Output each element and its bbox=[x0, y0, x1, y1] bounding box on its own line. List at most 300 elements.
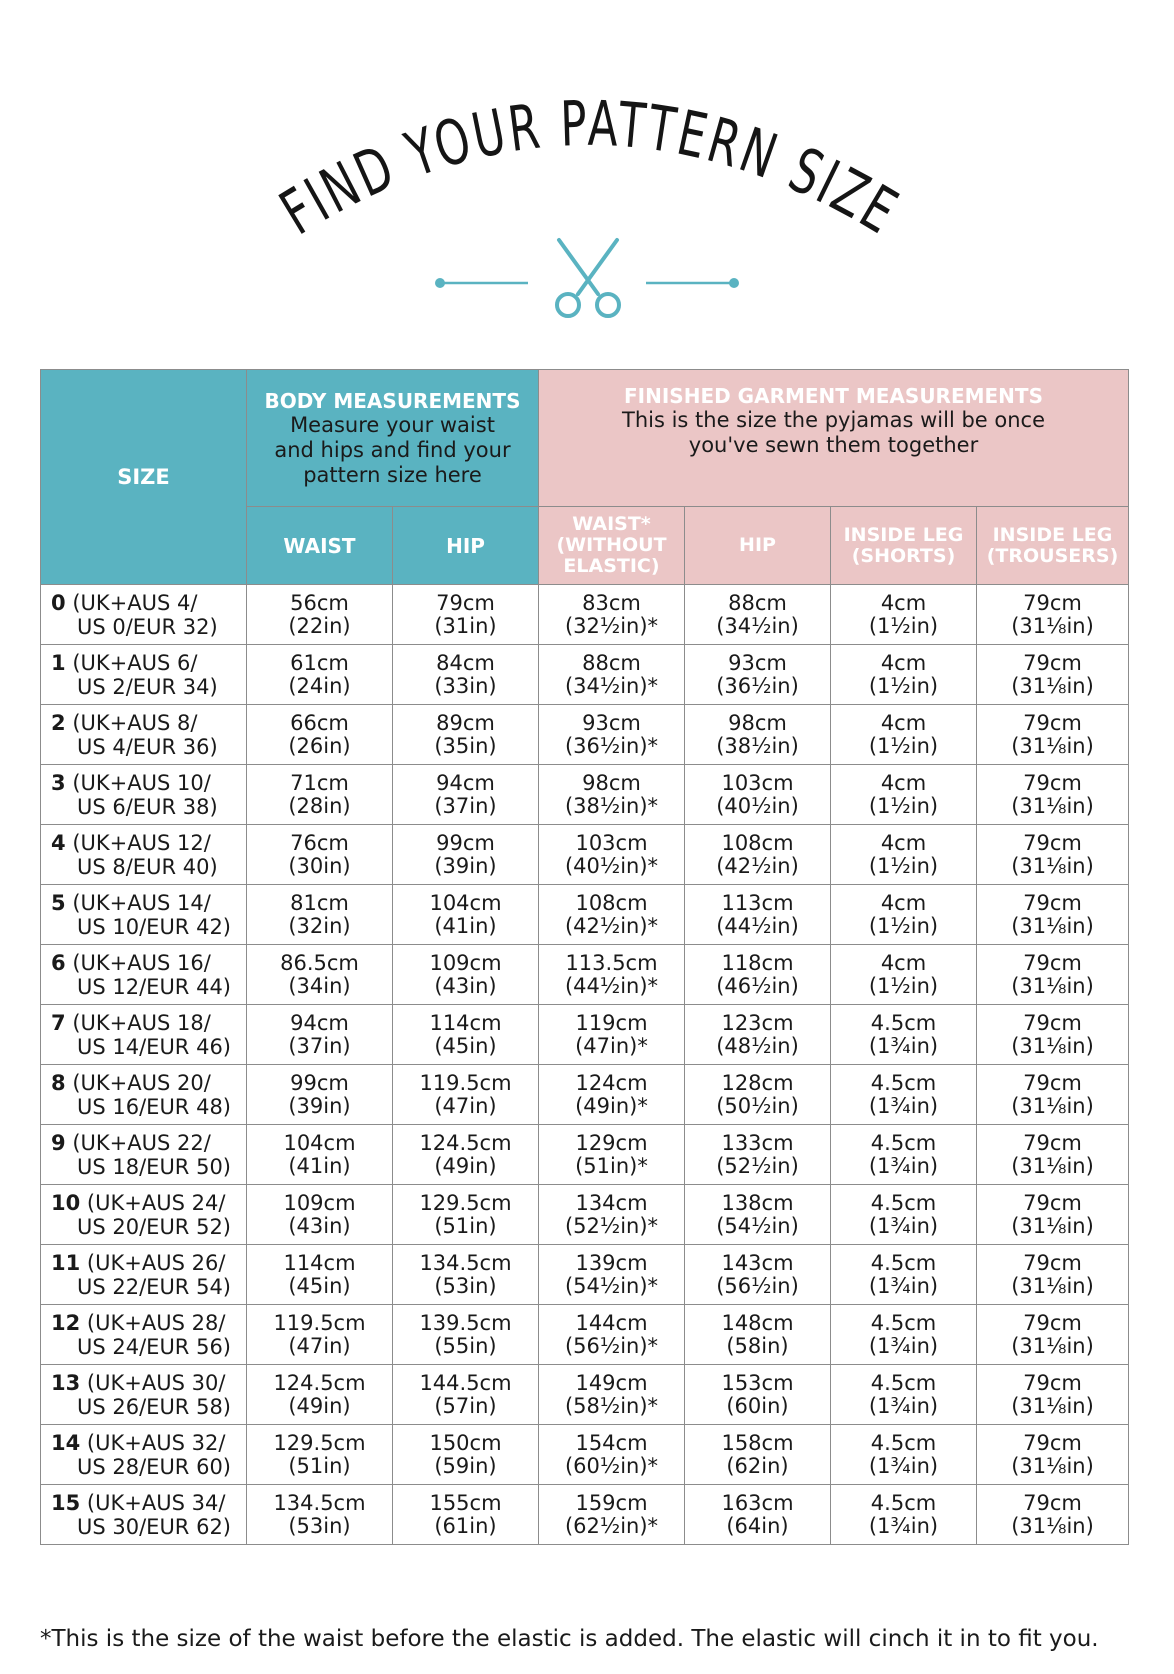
column-header-line: (SHORTS) bbox=[851, 544, 956, 567]
measurement-cm: 88cm bbox=[582, 650, 641, 675]
title-graphic bbox=[0, 0, 1174, 340]
measurement-cm: 4cm bbox=[880, 950, 927, 975]
measurement-cell bbox=[539, 945, 685, 1005]
measurement-cm: 94cm bbox=[290, 1010, 349, 1035]
size-cell bbox=[41, 885, 247, 945]
measurement-cell bbox=[685, 1485, 831, 1545]
measurement-cell bbox=[831, 825, 977, 885]
size-cell bbox=[41, 705, 247, 765]
size-equivalents: (UK+AUS 14/ bbox=[72, 890, 211, 915]
measurement-in: (42½in)* bbox=[564, 913, 659, 938]
size-equivalents: US 20/EUR 52) bbox=[77, 1214, 231, 1239]
measurement-cm: 154cm bbox=[575, 1430, 648, 1455]
measurement-cm: 124.5cm bbox=[273, 1370, 366, 1395]
column-header-line: (TROUSERS) bbox=[986, 544, 1119, 567]
size-equivalents: (UK+AUS 12/ bbox=[72, 830, 211, 855]
measurement-cm: 108cm bbox=[575, 890, 648, 915]
measurement-cell bbox=[247, 1485, 393, 1545]
measurement-in: (50½in) bbox=[716, 1093, 799, 1118]
measurement-cell bbox=[393, 1365, 539, 1425]
size-label-line1 bbox=[51, 591, 197, 615]
measurement-cell bbox=[539, 1365, 685, 1425]
measurement-cm: 79cm bbox=[436, 590, 495, 615]
measurement-in: (54½in) bbox=[716, 1213, 799, 1238]
size-equivalents: US 22/EUR 54) bbox=[77, 1274, 231, 1299]
column-header-line: WAIST bbox=[283, 533, 356, 558]
measurement-cm: 79cm bbox=[1023, 1070, 1082, 1095]
measurement-cell bbox=[539, 1125, 685, 1185]
measurement-in: (1¾in) bbox=[868, 1153, 939, 1178]
measurement-cell bbox=[539, 765, 685, 825]
size-equivalents: US 8/EUR 40) bbox=[77, 854, 218, 879]
measurement-cell bbox=[977, 825, 1129, 885]
measurement-in: (47in) bbox=[288, 1333, 351, 1358]
measurement-cm: 4.5cm bbox=[870, 1310, 937, 1335]
measurement-cm: 144cm bbox=[575, 1310, 648, 1335]
size-equivalents: US 28/EUR 60) bbox=[77, 1454, 231, 1479]
measurement-in: (51in)* bbox=[575, 1153, 648, 1178]
page-header bbox=[0, 0, 1174, 340]
measurement-in: (62in) bbox=[726, 1453, 789, 1478]
measurement-in: (31⅛in) bbox=[1011, 1273, 1094, 1298]
size-cell bbox=[41, 1065, 247, 1125]
measurement-cell bbox=[539, 1425, 685, 1485]
measurement-cm: 133cm bbox=[721, 1130, 794, 1155]
measurement-in: (47in) bbox=[434, 1093, 497, 1118]
measurement-in: (31⅛in) bbox=[1011, 973, 1094, 998]
size-number: 15 bbox=[51, 1490, 81, 1515]
measurement-cell bbox=[685, 1305, 831, 1365]
size-number: 12 bbox=[51, 1310, 81, 1335]
measurement-cell bbox=[393, 1485, 539, 1545]
measurement-cell bbox=[393, 1185, 539, 1245]
measurement-cell bbox=[247, 1065, 393, 1125]
size-number: 4 bbox=[51, 830, 66, 855]
size-cell bbox=[41, 585, 247, 645]
measurement-cell bbox=[977, 765, 1129, 825]
measurement-in: (58½in)* bbox=[564, 1393, 659, 1418]
measurement-cell bbox=[247, 765, 393, 825]
measurement-cell bbox=[393, 885, 539, 945]
measurement-in: (42½in) bbox=[716, 853, 799, 878]
measurement-in: (31⅛in) bbox=[1011, 1213, 1094, 1238]
measurement-cm: 114cm bbox=[283, 1250, 356, 1275]
measurement-cm: 79cm bbox=[1023, 1190, 1082, 1215]
measurement-cm: 4.5cm bbox=[870, 1490, 937, 1515]
size-number: 0 bbox=[51, 590, 66, 615]
page-title: FIND YOUR PATTERN SIZE bbox=[267, 86, 923, 256]
measurement-cell bbox=[831, 1365, 977, 1425]
size-equivalents: (UK+AUS 30/ bbox=[86, 1370, 226, 1395]
measurement-cm: 79cm bbox=[1023, 710, 1082, 735]
measurement-cell bbox=[685, 1425, 831, 1485]
measurement-cm: 144.5cm bbox=[419, 1370, 512, 1395]
measurement-in: (45in) bbox=[288, 1273, 351, 1298]
measurement-cell bbox=[831, 1425, 977, 1485]
column-header-line: INSIDE LEG bbox=[992, 523, 1113, 546]
table-row bbox=[41, 765, 1129, 825]
size-label-line1 bbox=[51, 1011, 211, 1035]
measurement-cell bbox=[247, 585, 393, 645]
column-header bbox=[831, 507, 977, 585]
measurement-cm: 159cm bbox=[575, 1490, 648, 1515]
measurement-in: (57in) bbox=[434, 1393, 497, 1418]
measurement-cm: 79cm bbox=[1023, 830, 1082, 855]
measurement-in: (53in) bbox=[434, 1273, 497, 1298]
measurement-cell bbox=[393, 1425, 539, 1485]
measurement-cm: 4.5cm bbox=[870, 1070, 937, 1095]
measurement-cell bbox=[685, 825, 831, 885]
measurement-cm: 4.5cm bbox=[870, 1250, 937, 1275]
measurement-in: (1½in) bbox=[868, 973, 939, 998]
measurement-cm: 150cm bbox=[429, 1430, 502, 1455]
measurement-cell bbox=[831, 1245, 977, 1305]
measurement-in: (1½in) bbox=[868, 613, 939, 638]
measurement-cm: 81cm bbox=[290, 890, 349, 915]
measurement-cm: 143cm bbox=[721, 1250, 794, 1275]
measurement-cm: 99cm bbox=[436, 830, 495, 855]
measurement-cell bbox=[393, 1005, 539, 1065]
measurement-cm: 79cm bbox=[1023, 650, 1082, 675]
column-header bbox=[685, 507, 831, 585]
measurement-in: (1¾in) bbox=[868, 1033, 939, 1058]
measurement-in: (43in) bbox=[288, 1213, 351, 1238]
measurement-in: (64in) bbox=[726, 1513, 789, 1538]
measurement-cell bbox=[393, 705, 539, 765]
measurement-in: (41in) bbox=[288, 1153, 351, 1178]
size-number: 3 bbox=[51, 770, 66, 795]
measurement-cm: 4.5cm bbox=[870, 1130, 937, 1155]
table-row bbox=[41, 705, 1129, 765]
size-number: 2 bbox=[51, 710, 66, 735]
size-equivalents: US 18/EUR 50) bbox=[77, 1154, 231, 1179]
measurement-cm: 79cm bbox=[1023, 1310, 1082, 1335]
measurement-cm: 4cm bbox=[880, 830, 927, 855]
measurement-cell bbox=[539, 1185, 685, 1245]
measurement-cell bbox=[393, 1065, 539, 1125]
column-header-line: INSIDE LEG bbox=[843, 523, 964, 546]
measurement-cell bbox=[831, 885, 977, 945]
size-number: 10 bbox=[51, 1190, 81, 1215]
column-header-line: HIP bbox=[446, 533, 485, 558]
measurement-cm: 148cm bbox=[721, 1310, 794, 1335]
measurement-in: (1½in) bbox=[868, 853, 939, 878]
size-label-line1 bbox=[51, 1431, 225, 1455]
measurement-in: (34½in) bbox=[716, 613, 799, 638]
measurement-cm: 104cm bbox=[283, 1130, 356, 1155]
measurement-cell bbox=[831, 1065, 977, 1125]
column-header bbox=[977, 507, 1129, 585]
measurement-in: (24in) bbox=[288, 673, 351, 698]
size-equivalents: (UK+AUS 24/ bbox=[86, 1190, 226, 1215]
measurement-in: (31⅛in) bbox=[1011, 1453, 1094, 1478]
size-equivalents: (UK+AUS 6/ bbox=[72, 650, 198, 675]
measurement-cm: 113.5cm bbox=[565, 950, 658, 975]
finished-garment-title: FINISHED GARMENT MEASUREMENTS bbox=[624, 384, 1043, 408]
size-number: 7 bbox=[51, 1010, 66, 1035]
measurement-in: (45in) bbox=[434, 1033, 497, 1058]
body-measurements-text: and hips and find your bbox=[274, 437, 511, 462]
measurement-cm: 109cm bbox=[429, 950, 502, 975]
measurement-cm: 129.5cm bbox=[273, 1430, 366, 1455]
measurement-in: (39in) bbox=[288, 1093, 351, 1118]
size-equivalents: (UK+AUS 4/ bbox=[72, 590, 198, 615]
measurement-cell bbox=[539, 705, 685, 765]
measurement-in: (1¾in) bbox=[868, 1333, 939, 1358]
column-header bbox=[393, 507, 539, 585]
measurement-cell bbox=[247, 885, 393, 945]
measurement-cell bbox=[685, 1125, 831, 1185]
measurement-cm: 93cm bbox=[728, 650, 787, 675]
measurement-in: (32in) bbox=[288, 913, 351, 938]
measurement-in: (38½in)* bbox=[564, 793, 659, 818]
measurement-cm: 4cm bbox=[880, 710, 927, 735]
finished-garment-text: This is the size the pyjamas will be once bbox=[622, 408, 1046, 432]
measurement-cell bbox=[247, 1005, 393, 1065]
size-equivalents: US 14/EUR 46) bbox=[77, 1034, 231, 1059]
measurement-in: (35in) bbox=[434, 733, 497, 758]
measurement-cell bbox=[685, 705, 831, 765]
measurement-in: (58in) bbox=[726, 1333, 789, 1358]
measurement-cell bbox=[977, 1365, 1129, 1425]
measurement-cm: 99cm bbox=[290, 1070, 349, 1095]
measurement-cm: 71cm bbox=[290, 770, 349, 795]
measurement-cell bbox=[247, 1245, 393, 1305]
measurement-cm: 79cm bbox=[1023, 1130, 1082, 1155]
table-row bbox=[41, 1005, 1129, 1065]
measurement-in: (46½in) bbox=[716, 973, 799, 998]
measurement-in: (32½in)* bbox=[564, 613, 659, 638]
column-header-line: WAIST* bbox=[572, 513, 651, 535]
measurement-cm: 103cm bbox=[721, 770, 794, 795]
measurement-cm: 98cm bbox=[728, 710, 787, 735]
measurement-in: (1½in) bbox=[868, 733, 939, 758]
measurement-in: (1¾in) bbox=[868, 1213, 939, 1238]
measurement-cm: 155cm bbox=[429, 1490, 502, 1515]
size-equivalents: US 10/EUR 42) bbox=[77, 914, 231, 939]
table-row bbox=[41, 1065, 1129, 1125]
measurement-cell bbox=[393, 825, 539, 885]
measurement-cell bbox=[247, 1305, 393, 1365]
measurement-cell bbox=[393, 1125, 539, 1185]
measurement-cm: 4.5cm bbox=[870, 1010, 937, 1035]
size-equivalents: (UK+AUS 28/ bbox=[86, 1310, 226, 1335]
size-number: 8 bbox=[51, 1070, 66, 1095]
measurement-in: (53in) bbox=[288, 1513, 351, 1538]
scissors-icon bbox=[557, 240, 619, 316]
measurement-in: (49in)* bbox=[575, 1093, 648, 1118]
size-cell bbox=[41, 645, 247, 705]
measurement-cell bbox=[977, 945, 1129, 1005]
measurement-in: (31⅛in) bbox=[1011, 613, 1094, 638]
size-label-line1 bbox=[51, 1131, 211, 1155]
measurement-in: (31⅛in) bbox=[1011, 1393, 1094, 1418]
size-cell bbox=[41, 1005, 247, 1065]
measurement-in: (39in) bbox=[434, 853, 497, 878]
size-equivalents: (UK+AUS 20/ bbox=[72, 1070, 211, 1095]
measurement-cell bbox=[247, 825, 393, 885]
size-equivalents: US 30/EUR 62) bbox=[77, 1514, 231, 1539]
table-row bbox=[41, 945, 1129, 1005]
measurement-cell bbox=[685, 765, 831, 825]
measurement-cell bbox=[831, 765, 977, 825]
measurement-cm: 79cm bbox=[1023, 770, 1082, 795]
measurement-cell bbox=[247, 1125, 393, 1185]
size-cell bbox=[41, 825, 247, 885]
measurement-cell bbox=[247, 945, 393, 1005]
measurement-cm: 56cm bbox=[290, 590, 349, 615]
size-label-line1 bbox=[51, 711, 197, 735]
column-header bbox=[539, 507, 685, 585]
measurement-cell bbox=[539, 645, 685, 705]
measurement-cm: 134.5cm bbox=[419, 1250, 512, 1275]
measurement-cm: 163cm bbox=[721, 1490, 794, 1515]
measurement-in: (1¾in) bbox=[868, 1093, 939, 1118]
size-label-line1 bbox=[51, 771, 211, 795]
measurement-in: (36½in)* bbox=[564, 733, 659, 758]
measurement-in: (44½in)* bbox=[564, 973, 659, 998]
measurement-in: (30in) bbox=[288, 853, 351, 878]
measurement-cm: 138cm bbox=[721, 1190, 794, 1215]
size-number: 6 bbox=[51, 950, 66, 975]
measurement-cm: 104cm bbox=[429, 890, 502, 915]
size-label-line1 bbox=[51, 1371, 225, 1395]
column-header bbox=[247, 507, 393, 585]
body-measurements-text: pattern size here bbox=[303, 462, 482, 487]
measurement-cm: 4cm bbox=[880, 770, 927, 795]
measurement-cm: 119cm bbox=[575, 1010, 648, 1035]
measurement-cm: 88cm bbox=[728, 590, 787, 615]
measurement-in: (49in) bbox=[288, 1393, 351, 1418]
measurement-in: (31in) bbox=[434, 613, 497, 638]
size-equivalents: (UK+AUS 10/ bbox=[72, 770, 211, 795]
measurement-cell bbox=[247, 645, 393, 705]
measurement-in: (52½in) bbox=[716, 1153, 799, 1178]
measurement-cm: 79cm bbox=[1023, 1250, 1082, 1275]
size-label-line1 bbox=[51, 1071, 211, 1095]
measurement-cell bbox=[977, 1425, 1129, 1485]
measurement-cell bbox=[831, 1125, 977, 1185]
measurement-in: (36½in) bbox=[716, 673, 799, 698]
measurement-cell bbox=[977, 1005, 1129, 1065]
size-label-line1 bbox=[51, 1191, 225, 1215]
measurement-in: (55in) bbox=[434, 1333, 497, 1358]
measurement-cell bbox=[539, 825, 685, 885]
measurement-in: (31⅛in) bbox=[1011, 673, 1094, 698]
measurement-cell bbox=[977, 705, 1129, 765]
size-number: 9 bbox=[51, 1130, 66, 1155]
measurement-in: (56½in)* bbox=[564, 1333, 659, 1358]
measurement-cell bbox=[977, 1485, 1129, 1545]
measurement-cm: 134cm bbox=[575, 1190, 648, 1215]
measurement-cm: 83cm bbox=[582, 590, 641, 615]
measurement-cm: 84cm bbox=[436, 650, 495, 675]
finished-garment-header bbox=[539, 370, 1129, 507]
measurement-cell bbox=[393, 1245, 539, 1305]
measurement-in: (51in) bbox=[434, 1213, 497, 1238]
measurement-cell bbox=[685, 1245, 831, 1305]
measurement-in: (1¾in) bbox=[868, 1453, 939, 1478]
measurement-cm: 79cm bbox=[1023, 1430, 1082, 1455]
size-equivalents: US 2/EUR 34) bbox=[77, 674, 218, 699]
measurement-in: (1¾in) bbox=[868, 1513, 939, 1538]
measurement-cell bbox=[393, 765, 539, 825]
measurement-cm: 113cm bbox=[721, 890, 794, 915]
measurement-in: (40½in)* bbox=[564, 853, 659, 878]
measurement-in: (40½in) bbox=[716, 793, 799, 818]
measurement-cell bbox=[247, 1365, 393, 1425]
measurement-in: (60½in)* bbox=[564, 1453, 659, 1478]
size-number: 11 bbox=[51, 1250, 81, 1275]
measurement-in: (31⅛in) bbox=[1011, 1093, 1094, 1118]
size-cell bbox=[41, 1425, 247, 1485]
size-cell bbox=[41, 1365, 247, 1425]
measurement-cm: 129.5cm bbox=[419, 1190, 512, 1215]
size-label-line1 bbox=[51, 831, 211, 855]
size-equivalents: (UK+AUS 18/ bbox=[72, 1010, 211, 1035]
size-chart-table bbox=[40, 369, 1129, 1545]
measurement-cm: 89cm bbox=[436, 710, 495, 735]
measurement-in: (26in) bbox=[288, 733, 351, 758]
measurement-cell bbox=[685, 1365, 831, 1425]
size-cell bbox=[41, 1125, 247, 1185]
column-header-line: (WITHOUT bbox=[556, 534, 667, 556]
body-measurements-header bbox=[247, 370, 539, 507]
size-equivalents: US 24/EUR 56) bbox=[77, 1334, 231, 1359]
measurement-cell bbox=[393, 645, 539, 705]
measurement-in: (31⅛in) bbox=[1011, 913, 1094, 938]
size-number: 1 bbox=[51, 650, 66, 675]
measurement-in: (49in) bbox=[434, 1153, 497, 1178]
size-equivalents: US 0/EUR 32) bbox=[77, 614, 218, 639]
measurement-cm: 128cm bbox=[721, 1070, 794, 1095]
table-row bbox=[41, 645, 1129, 705]
measurement-cm: 79cm bbox=[1023, 1490, 1082, 1515]
measurement-cm: 139cm bbox=[575, 1250, 648, 1275]
table-row bbox=[41, 825, 1129, 885]
size-label-line1 bbox=[51, 1311, 225, 1335]
footnote: *This is the size of the waist before the elastic is added. The elastic will cinch it in to fit you. bbox=[40, 1626, 1099, 1652]
measurement-cell bbox=[977, 1065, 1129, 1125]
measurement-in: (28in) bbox=[288, 793, 351, 818]
measurement-cm: 158cm bbox=[721, 1430, 794, 1455]
measurement-in: (52½in)* bbox=[564, 1213, 659, 1238]
table-row bbox=[41, 1425, 1129, 1485]
measurement-cell bbox=[831, 1485, 977, 1545]
table-row bbox=[41, 1485, 1129, 1545]
size-label-line1 bbox=[51, 951, 211, 975]
measurement-in: (34in) bbox=[288, 973, 351, 998]
measurement-in: (41in) bbox=[434, 913, 497, 938]
size-label-line1 bbox=[51, 1251, 225, 1275]
measurement-cell bbox=[685, 1005, 831, 1065]
measurement-cell bbox=[539, 1065, 685, 1125]
measurement-in: (33in) bbox=[434, 673, 497, 698]
measurement-cell bbox=[539, 1485, 685, 1545]
measurement-in: (62½in)* bbox=[564, 1513, 659, 1538]
size-equivalents: US 4/EUR 36) bbox=[77, 734, 218, 759]
measurement-cm: 98cm bbox=[582, 770, 641, 795]
measurement-cm: 61cm bbox=[290, 650, 349, 675]
measurement-cm: 4.5cm bbox=[870, 1430, 937, 1455]
measurement-cell bbox=[831, 1005, 977, 1065]
measurement-cm: 94cm bbox=[436, 770, 495, 795]
body-measurements-title: BODY MEASUREMENTS bbox=[264, 388, 521, 413]
table-row bbox=[41, 1365, 1129, 1425]
measurement-in: (54½in)* bbox=[564, 1273, 659, 1298]
measurement-in: (31⅛in) bbox=[1011, 1153, 1094, 1178]
body-measurements-text: Measure your waist bbox=[290, 412, 495, 437]
